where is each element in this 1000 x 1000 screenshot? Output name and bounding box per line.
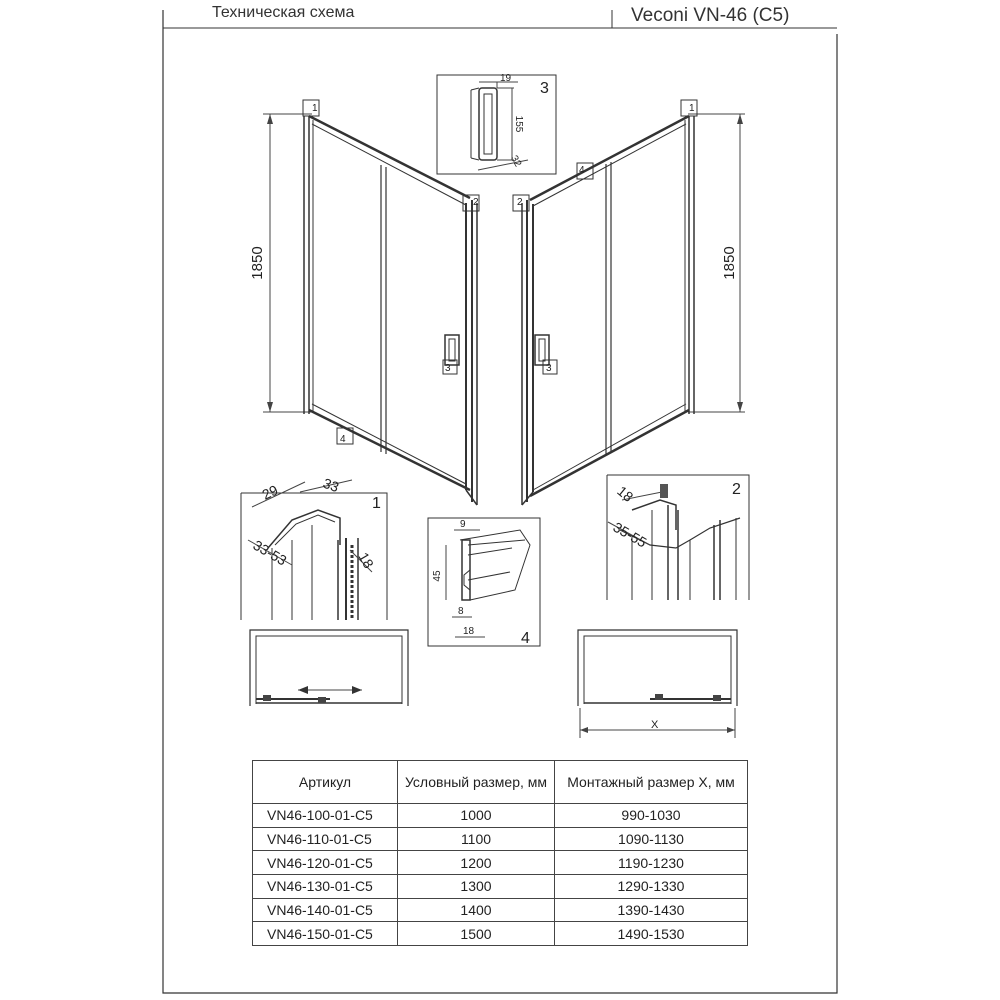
drawing-title: Техническая схема <box>212 4 355 21</box>
detail-1-dim-a: 29 <box>259 481 281 503</box>
table-row <box>253 851 748 875</box>
cell-article: VN46-140-01-C5 <box>253 898 398 922</box>
detail-2-corner-profile <box>607 475 749 600</box>
cell-mounting-size: 1390-1430 <box>555 898 748 922</box>
detail-3-depth: 32 <box>508 153 524 169</box>
detail-2-dim-a: 18 <box>614 482 637 505</box>
detail-2-label: 2 <box>732 481 741 498</box>
cell-mounting-size: 1190-1230 <box>555 851 748 875</box>
detail-4-dim-a: 9 <box>460 519 466 530</box>
detail-1-dim-d: 18 <box>355 549 378 571</box>
col-header-mounting-size: Монтажный размер X, мм <box>555 761 748 804</box>
table-row <box>253 827 748 851</box>
callout-2-left: 2 <box>473 197 479 208</box>
cell-mounting-size: 1090-1130 <box>555 827 748 851</box>
right-elevation <box>513 100 745 505</box>
cell-article: VN46-120-01-C5 <box>253 851 398 875</box>
detail-3-label: 3 <box>540 80 549 97</box>
detail-1-dim-c: 33-53 <box>250 536 290 569</box>
cell-mounting-size: 1490-1530 <box>555 922 748 946</box>
plan-view-right <box>578 630 737 738</box>
detail-3-handle <box>437 73 556 174</box>
cell-nominal-size: 1400 <box>398 898 555 922</box>
detail-4-dim-c: 8 <box>458 606 464 617</box>
cell-article: VN46-110-01-C5 <box>253 827 398 851</box>
table-row <box>253 874 748 898</box>
detail-4-label: 4 <box>521 630 530 647</box>
height-dimension-left: 1850 <box>249 246 266 280</box>
left-elevation <box>249 100 479 505</box>
cell-article: VN46-100-01-C5 <box>253 804 398 828</box>
callout-4-right: 4 <box>579 165 585 176</box>
detail-1-label: 1 <box>372 495 381 512</box>
cell-nominal-size: 1200 <box>398 851 555 875</box>
col-header-nominal-size: Условный размер, мм <box>398 761 555 804</box>
col-header-article: Артикул <box>253 761 398 804</box>
plan-view-left <box>250 630 408 706</box>
detail-1-wall-profile <box>241 475 387 620</box>
callout-1-left: 1 <box>312 103 318 114</box>
detail-4-dim-d: 18 <box>463 626 475 637</box>
callout-1-right: 1 <box>689 103 695 114</box>
detail-2-dim-b: 35-55 <box>610 518 650 551</box>
cell-article: VN46-130-01-C5 <box>253 874 398 898</box>
cell-nominal-size: 1100 <box>398 827 555 851</box>
table-row <box>253 804 748 828</box>
detail-1-dim-b: 33 <box>320 474 342 496</box>
callout-2-right: 2 <box>517 197 523 208</box>
model-name: Veconi VN-46 (C5) <box>631 5 790 26</box>
cell-nominal-size: 1000 <box>398 804 555 828</box>
callout-4-left: 4 <box>340 434 346 445</box>
cell-nominal-size: 1300 <box>398 874 555 898</box>
cell-mounting-size: 1290-1330 <box>555 874 748 898</box>
table-row <box>253 898 748 922</box>
detail-3-width: 19 <box>500 73 512 84</box>
spec-table <box>252 760 748 946</box>
height-dimension-right: 1850 <box>721 246 738 280</box>
cell-mounting-size: 990-1030 <box>555 804 748 828</box>
detail-3-height: 155 <box>513 115 524 133</box>
cell-nominal-size: 1500 <box>398 922 555 946</box>
table-row <box>253 922 748 946</box>
cell-article: VN46-150-01-C5 <box>253 922 398 946</box>
callout-3-left: 3 <box>445 363 451 374</box>
plan-x-label: X <box>651 719 659 731</box>
detail-4-dim-b: 45 <box>432 570 443 582</box>
detail-4-roller <box>428 518 540 647</box>
table-header-row <box>253 761 748 804</box>
callout-3-right: 3 <box>546 363 552 374</box>
